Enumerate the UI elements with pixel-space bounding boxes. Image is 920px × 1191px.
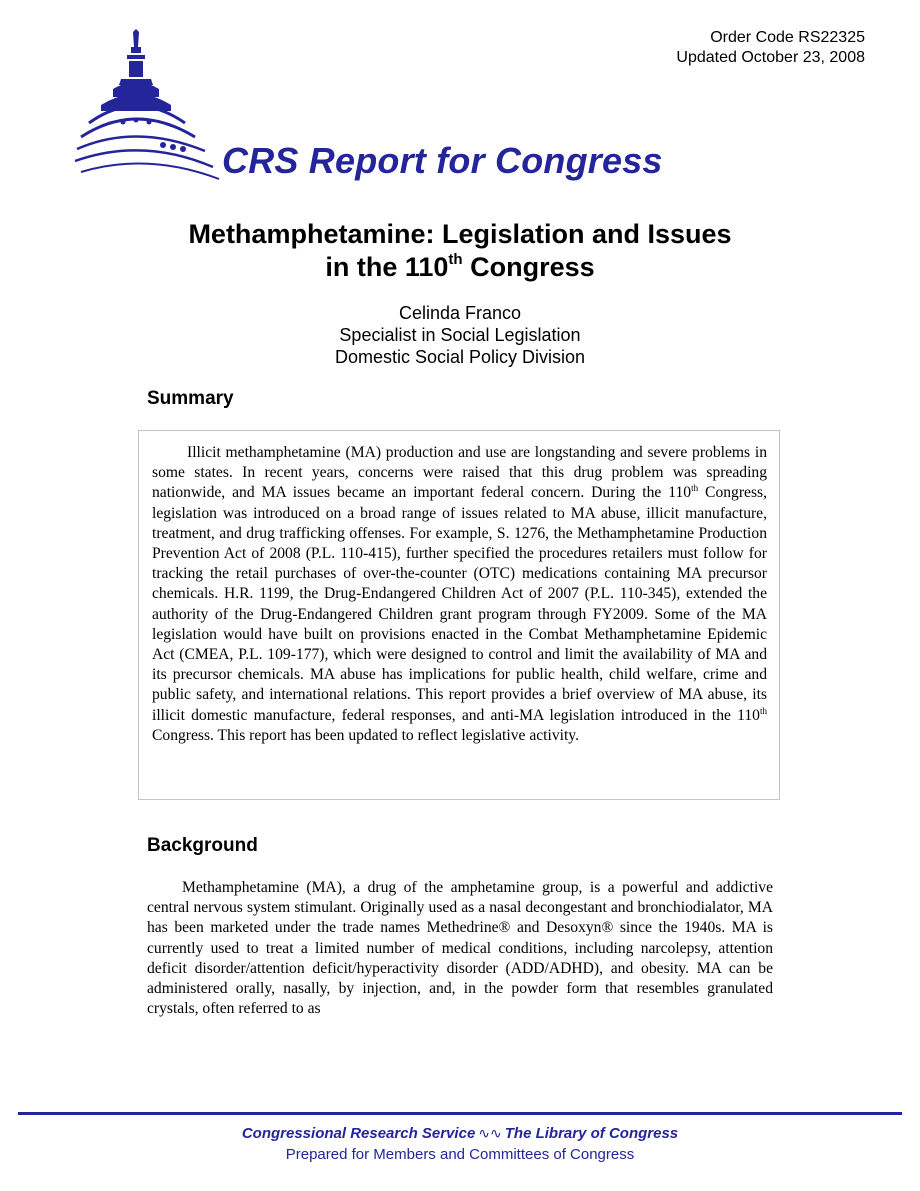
summary-heading: Summary	[147, 388, 234, 409]
footer-library: The Library of Congress	[504, 1125, 679, 1142]
summary-box	[138, 430, 780, 800]
title-line-1: Methamphetamine: Legislation and Issues	[188, 219, 732, 249]
report-brand: CRS Report for Congress	[222, 140, 663, 181]
author-block	[0, 302, 920, 368]
footer-crs: Congressional Research Service	[241, 1125, 476, 1142]
summary-text-c: Congress. This report has been updated to reflect legislative activity.	[152, 726, 579, 744]
summary-text-b: Congress, legislation was introduced on a broad range of issues related to MA abuse, illicit manufacture, treatment, and drug trafficking offenses. For example, S. 1276, the Methamphetamine Production Prevention Act of 2008 (P.L. 110-415), further specified the procedures retailers must follow for tracking the retail purchases of over-the-counter (OTC) medications containing MA precursor chemicals. H.R. 1199, the Drug-Endangered Children Act of 2007 (P.L. 110-345), extended the authority of the Drug-Endangered Children grant program through FY2009. Some of the MA legislation would have built on provisions enacted in the Combat Methamphetamine Epidemic Act (CMEA, P.L. 109-177), which were designed to control and limit the availability of MA and its precursor chemicals. MA abuse has implications for public health, child welfare, crime and public safety, and international relations. This report provides a brief overview of MA abuse, its illicit domestic manufacture, federal responses, and anti-MA legislation introduced in the 110	[152, 484, 767, 724]
background-paragraph: Methamphetamine (MA), a drug of the amphetamine group, is a powerful and addictive central nervous system stimulant. Originally used as a nasal decongestant and bronchiodialator, MA has been marketed under the trade names Methedrine® and Desoxyn® since the 1940s. MA is currently used to treat a limited number of medical conditions, including narcolepsy, attention deficit disorder/attention deficit/hyperactivity disorder (ADD/ADHD), and obesity. MA can be administered orally, nasally, by injection, and, in the powder form that resembles granulated crystals, often referred to as	[147, 879, 773, 1018]
author-division: Domestic Social Policy Division	[334, 347, 586, 367]
summary-sup-a: th	[691, 483, 699, 494]
title-line-2	[0, 251, 920, 284]
author-position: Specialist in Social Legislation	[339, 325, 581, 345]
summary-sup-b: th	[759, 705, 767, 716]
report-title	[0, 218, 920, 284]
capitol-dome-logo	[73, 27, 223, 192]
footer-line	[0, 1125, 920, 1142]
footer-subtitle: Prepared for Members and Committees of Congress	[285, 1146, 635, 1163]
summary-paragraph	[152, 443, 767, 746]
summary-text-a: Illicit methamphetamine (MA) production and use are longstanding and severe problems in some states. In recent years, concerns were raised that this drug problem was spreading nationwide, and MA issues became an important federal concern. During the 110	[152, 444, 767, 502]
updated-date: Updated October 23, 2008	[676, 49, 865, 66]
footer-rule	[18, 1112, 902, 1115]
title-superscript: th	[448, 251, 463, 268]
author-name: Celinda Franco	[398, 303, 522, 323]
order-info	[676, 28, 865, 68]
title-line-2-text: in the 110	[325, 252, 449, 282]
title-line-2-end: Congress	[462, 252, 595, 282]
background-heading: Background	[147, 835, 258, 856]
footer-ornament-icon: ∿∿	[478, 1125, 502, 1141]
order-code: Order Code RS22325	[710, 29, 865, 46]
